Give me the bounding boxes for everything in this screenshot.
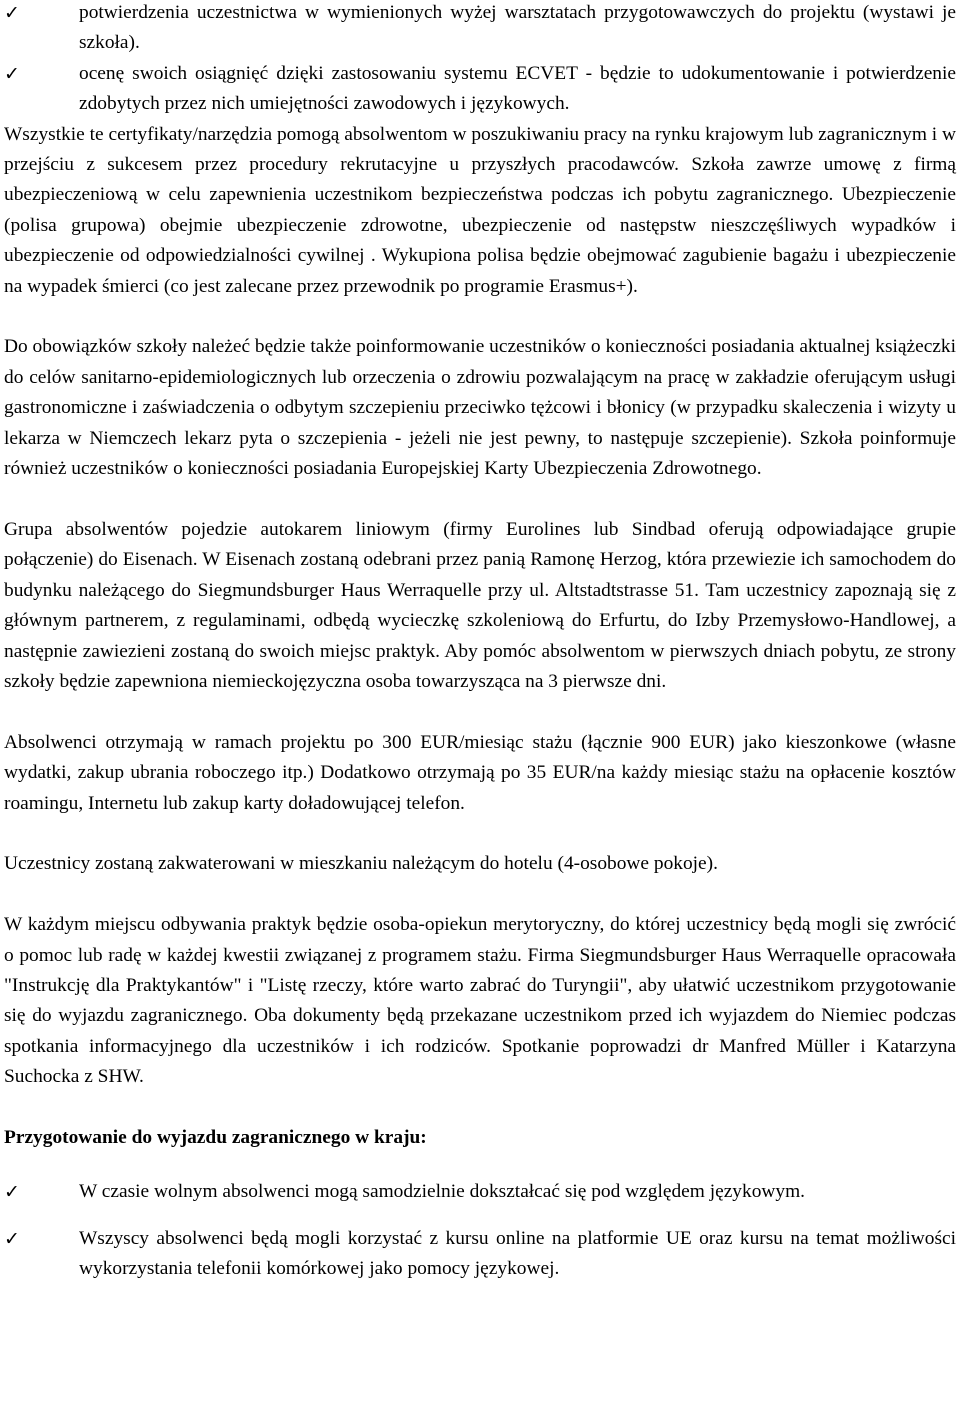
paragraph-mentor: W każdym miejscu odbywania praktyk będzie osoba-opiekun merytoryczny, do której uczestnicy będą mogli się zwrócić o pomoc lub radę w każdej kwestii związanej z programem stażu. Firma Siegmundsburger Haus Werraquelle opracowała "Instrukcję dla Praktykantów" i "Listę rzeczy, które warto zabrać do Turyngii", aby ułatwić uczestnikom przygotowanie się do wyjazdu zagranicznego. Oba dokumenty będą przekazane uczestnikom przed ich wyjazdem do Niemiec podczas spotkania informacyjnego dla uczestników i ich rodziców. Spotkanie poprowadzi dr Manfred Müller i Katarzyna Suchocka z SHW.	[4, 914, 956, 1088]
list-item	[4, 59, 956, 120]
list-item	[4, 1177, 956, 1207]
document-page	[4, 0, 956, 1285]
list-item-text: Wszyscy absolwenci będą mogli korzystać z kursu online na platformie UE oraz kursu na temat możliwości wykorzystania telefonii komórkowej jako pomocy językowej.	[79, 1227, 956, 1280]
list-item	[4, 1224, 956, 1285]
paragraph-certificates-insurance: Wszystkie te certyfikaty/narzędzia pomogą absolwentom w poszukiwaniu pracy na rynku krajowym lub zagranicznym i w przejściu z sukcesem przez procedury rekrutacyjne u przyszłych pracodawców. Szkoła zawrze umowę z firmą ubezpieczeniową w celu zapewnienia uczestnikom bezpieczeństwa podczas ich pobytu zagranicznego. Ubezpieczenie (polisa grupowa) obejmie ubezpieczenie zdrowotne, ubezpieczenie od następstw nieszczęśliwych wypadków i ubezpieczenie od odpowiedzialności cywilnej . Wykupiona polisa będzie obejmować zagubienie bagażu i ubezpieczenie na wypadek śmierci (co jest zalecane przez przewodnik po programie Erasmus+).	[4, 123, 956, 297]
paragraph-allowance: Absolwenci otrzymają w ramach projektu po 300 EUR/miesiąc stażu (łącznie 900 EUR) jako kieszonkowe (własne wydatki, zakup ubrania roboczego itp.) Dodatkowo otrzymają po 35 EUR/na każdy miesiąc stażu na opłacenie kosztów roamingu, Internetu lub zakup karty doładowującej telefon.	[4, 731, 956, 814]
checkmark-icon: ✓	[4, 1227, 20, 1250]
preparation-checklist	[4, 1177, 956, 1284]
paragraph-accommodation: Uczestnicy zostaną zakwaterowani w mieszkaniu należącym do hotelu (4-osobowe pokoje).	[4, 853, 718, 875]
list-item-text: ocenę swoich osiągnięć dzięki zastosowaniu systemu ECVET - będzie to udokumentowanie i potwierdzenie zdobytych przez nich umiejętności zawodowych i językowych.	[79, 62, 956, 115]
checkmark-icon: ✓	[4, 62, 20, 85]
paragraph-travel: Grupa absolwentów pojedzie autokarem liniowym (firmy Eurolines lub Sindbad oferują odpowiadające grupie połączenie) do Eisenach. W Eisenach zostaną odebrani przez panią Ramonę Herzog, która przewiezie ich samochodem do budynku należącego do Siegmundsburger Haus Werraquelle przy ul. Altstadtstrasse 51. Tam uczestnicy zapoznają się z głównym partnerem, z regulaminami, odbędą wycieczkę szkoleniową do Erfurtu, do Izby Przemysłowo-Handlowej, a następnie zawiezieni zostaną do swoich miejsc praktyk. Aby pomóc absolwentom w pierwszych dniach pobytu, ze strony szkoły będzie zapewniona niemieckojęzyczna osoba towarzysząca na 3 pierwsze dni.	[4, 518, 956, 692]
list-item	[4, 0, 956, 59]
section-heading: Przygotowanie do wyjazdu zagranicznego w kraju:	[4, 1126, 427, 1148]
certificates-checklist	[4, 0, 956, 120]
paragraph-school-duties: Do obowiązków szkoły należeć będzie także poinformowanie uczestników o konieczności posiadania aktualnej książeczki do celów sanitarno-epidemiologicznych lub orzeczenia o zdrowiu pozwalającym na pracę w zakładzie oferującym usługi gastronomiczne i zaświadczenia o odbytym szczepieniu przeciwko tężcowi i błonicy (w przypadku skaleczenia i wizyty u lekarza w Niemczech lekarz pyta o szczepienia - jeżeli nie jest pewny, to następuje szczepienie). Szkoła poinformuje również uczestników o konieczności posiadania Europejskiej Karty Ubezpieczenia Zdrowotnego.	[4, 336, 956, 480]
list-item-text: W czasie wolnym absolwenci mogą samodzielnie dokształcać się pod względem językowym.	[79, 1181, 806, 1203]
checkmark-icon: ✓	[4, 1181, 20, 1204]
list-item-text: potwierdzenia uczestnictwa w wymienionych wyżej warsztatach przygotowawczych do projektu (wystawi je szkoła).	[79, 2, 956, 54]
checkmark-icon: ✓	[4, 2, 20, 24]
